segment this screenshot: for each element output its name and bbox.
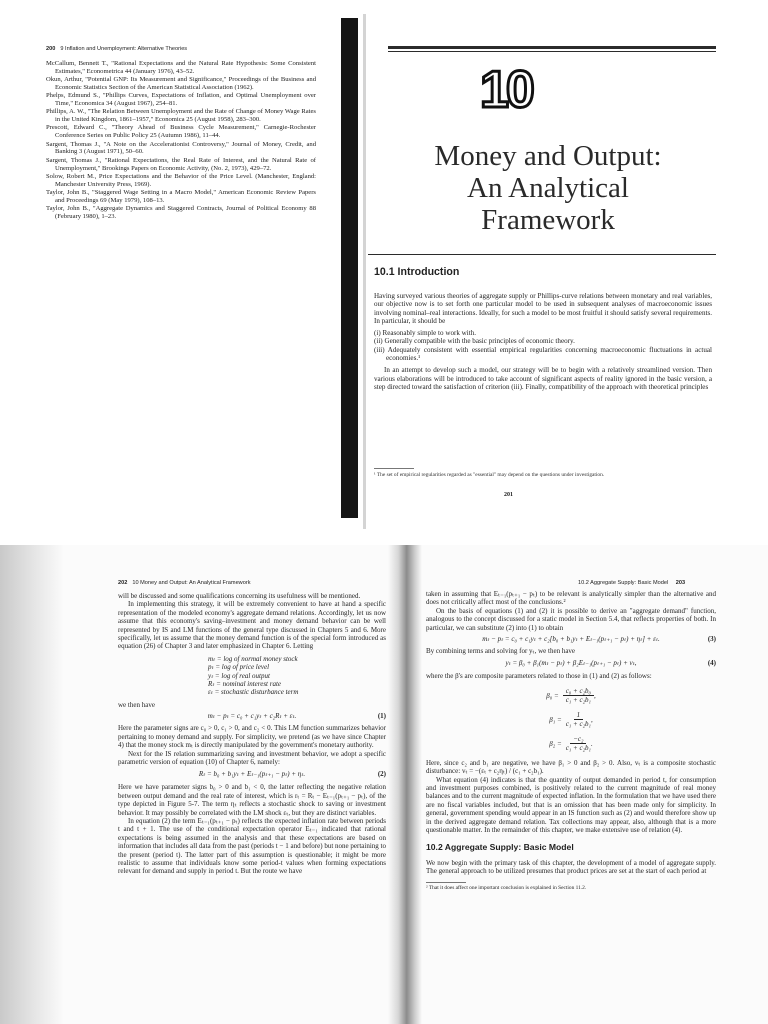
fraction	[563, 687, 594, 705]
equation-1	[118, 712, 386, 721]
paragraph: In equation (2) the term Eₜ₋₁(pₜ₊₁ − pₜ) reflects the expected inflation rate between periods t and t + 1. The use of the conditional expectation operator Eₜ₋₁ indicated that rational expectations is being assumed in the analysis and that these expectations are based on information that includes all data from the past (periods t − 1 and before) but none pertaining to the present (period t). The latter part of this assumption is questionable; it might be more realistic to assume that individuals know some period-t values when forming expectations relevant for demand and supply in period t. But the route we have	[118, 816, 386, 876]
paragraph: By combining terms and solving for yₜ, we then have	[426, 647, 576, 656]
beta-definition	[426, 732, 716, 756]
intro-body	[374, 292, 712, 391]
page-edge-shadow	[0, 545, 64, 1024]
paragraph: Next for the IS relation summarizing saving and investment behavior, we adopt a specific parametric version of equation (10) of Chapter 6, namely:	[118, 749, 386, 766]
gutter-shadow	[363, 14, 366, 529]
running-head-title: 10 Money and Output: An Analytical Framework	[132, 580, 251, 586]
definition-item: εₜ = stochastic disturbance term	[208, 688, 299, 697]
footnote-rule	[374, 468, 414, 469]
page-number: 202	[118, 580, 128, 586]
beta-lhs: β₀ =	[546, 691, 559, 700]
definition-item: Rₜ = nominal interest rate	[208, 680, 282, 689]
strategy-paragraph: In an attempt to develop such a model, our strategy will be to begin with a relatively streamlined version. Then various elaborations will be introduced to take account of significant aspects of reality ignored in the basic version, a step directed toward the satisfaction of criterion (iii). Finally, compatibility of the approach with theoretical principles	[374, 366, 712, 391]
paragraph: Here we have parameter signs b₀ > 0 and b₁ < 0, the latter reflecting the negative relation between output demand and the real rate of interest, which is rₜ = Rₜ − Eₜ₋₁(pₜ₊₁ − pₜ), of the type depicted in Figure 5-7. The term ηₜ reflects a stochastic shock to saving or investment behavior. It may possibly be correlated with the LM shock εₜ, but they are distinct variables.	[118, 783, 386, 817]
running-head-title: 10.2 Aggregate Supply: Basic Model	[578, 580, 669, 586]
running-head-title: 9 Inflation and Unemployment: Alternative Theories	[60, 46, 188, 52]
beta-tail: .	[590, 739, 593, 748]
running-head	[46, 46, 187, 52]
running-head	[118, 580, 251, 586]
equation-number: (1)	[377, 712, 386, 721]
denominator: c₁ + c₂b₁	[565, 696, 591, 705]
equation-text: mₜ − pₜ = c₀ + c₁yₜ + c₂Rₜ + εₜ.	[207, 712, 297, 721]
equation-number: (3)	[707, 635, 716, 644]
binding-fold	[388, 545, 422, 1024]
section-rule	[368, 254, 716, 255]
beta-lhs: β₂ =	[549, 739, 562, 748]
paragraph: What equation (4) indicates is that the quantity of output demanded in period t, for consumption and investment purposes combined, is positively related to the current magnitude of real money balances and to the current magnitude of expected inflation. In the formulation that we have used there are no fiscal variables included, but that is an omission that has been made only for simplicity. In general, government spending would appear in an IS function such as (2) and would therefore show up in the derived aggregate demand relation. Tax collections may appear, also, although that is a more questionable matter. In the remainder of this chapter, we make extensive use of relation (4).	[426, 775, 716, 835]
beta-lhs: β₁ =	[549, 715, 562, 724]
reference-item: Solow, Robert M., Price Expectations and the Behavior of the Price Level. (Manchester, England: Manchester University Press, 1969).	[46, 172, 316, 188]
definition-item: pₜ = log of price level	[208, 663, 270, 672]
footnote-rule	[426, 882, 466, 883]
numerator: c₀ + c₂b₀	[563, 687, 594, 696]
bottom-spread	[0, 545, 768, 1024]
page-202-body	[118, 592, 386, 876]
equation-text: Rₜ = b₀ + b₁yₜ + Eₜ₋₁(pₜ₊₁ − pₜ) + ηₜ.	[198, 770, 306, 779]
chapter-title-line: An Analytical	[467, 172, 629, 204]
intro-paragraph: Having surveyed various theories of aggregate supply or Phillips-curve relations between monetary and real variables, our objective now is to set forth one particular model to be used in subsequent analyses of macroeconomic issues involving nominal–real interactions. Ideally, for such a model to be most fruitful it should satisfy several requirements. In particular, it should be	[374, 292, 712, 325]
denominator: c₁ + c₂b₁	[565, 720, 591, 729]
requirement-item: (ii) Generally compatible with the basic principles of economic theory.	[374, 337, 575, 346]
paragraph: taken in assuming that Eₜ₋₁(pₜ₊₁ − pₜ) to be relevant is analytically simpler than the alternative and does not critically affect most of the conclusions.²	[426, 590, 716, 607]
equation-2	[118, 770, 386, 779]
beta-tail: ,	[590, 715, 593, 724]
page-number: 200	[46, 46, 56, 52]
footnote: ² That it does affect one important conclusion is explained in Section 11.2.	[426, 884, 587, 891]
requirement-item: (iii) Adequately consistent with essential empirical regularities concerning macroeconomic fluctuations in actual economies.¹	[374, 345, 712, 363]
composite-parameters	[426, 684, 716, 756]
page-number: 201	[504, 492, 513, 498]
variable-definitions	[208, 655, 386, 697]
top-rule	[388, 46, 716, 49]
fraction	[566, 711, 591, 729]
page-203-body	[426, 590, 716, 891]
equation-number: (2)	[377, 770, 386, 779]
requirements-list	[374, 329, 712, 362]
reference-item: Taylor, John B., "Aggregate Dynamics and Staggered Contracts, Journal of Political Economy 88 (February 1980), 1–23.	[46, 204, 316, 220]
equation-number: (4)	[707, 659, 716, 668]
definition-item: mₜ = log of normal money stock	[208, 654, 298, 663]
definition-item: yₜ = log of real output	[208, 671, 270, 680]
reference-item: Sargent, Thomas J., "A Note on the Accelerationist Controversy," Journal of Money, Credit, and Banking 3 (August 1971), 50–60.	[46, 140, 316, 156]
equation-text: mₜ − pₜ = c₀ + c₁yₜ + c₂[b₀ + b₁yₜ + Eₜ₋₁(pₜ₊₁ − pₜ) + ηₜ] + εₜ.	[482, 635, 660, 644]
footnote: ¹ The set of empirical regularities regarded as "essential" may depend on the questions under investigation.	[374, 472, 605, 478]
section-heading: 10.2 Aggregate Supply: Basic Model	[426, 841, 574, 852]
equation-3	[426, 635, 716, 644]
reference-item: McCallum, Bennett T., "Rational Expectations and the Natural Rate Hypothesis: Some Consistent Estimates," Econometrica 44 (January 1976), 43–52.	[46, 60, 316, 75]
beta-definition	[426, 708, 716, 732]
chapter-number: 10	[480, 61, 532, 119]
paragraph: we then have	[118, 700, 155, 709]
page-201	[368, 0, 768, 540]
reference-item: Phelps, Edmund S., "Phillips Curves, Expectations of Inflation, and Optimal Unemployment over Time," Economica 34 (August 1967), 254–81.	[46, 92, 316, 108]
page-200	[0, 0, 340, 540]
reference-item: Okun, Arthur, "Potential GNP: Its Measurement and Significance," Proceedings of the Business and Economic Statistics Section of the American Statistical Association (1962).	[46, 76, 316, 92]
beta-tail: ,	[593, 691, 596, 700]
numerator: 1	[574, 711, 584, 720]
denominator: c₁ + c₂b₁	[565, 744, 591, 753]
section-heading: 10.1 Introduction	[374, 266, 460, 278]
reference-item: Sargent, Thomas J., "Rational Expectations, the Real Rate of Interest, and the Natural Rate of Unemployment," Brookings Papers on Economic Activity, (No. 2, 1973), 429–72.	[46, 156, 316, 172]
equation-4	[426, 659, 716, 668]
paragraph: We now begin with the primary task of this chapter, the development of a model of aggregate supply. The general approach to be utilized presumes that product prices are set at the start of each period at	[426, 858, 716, 876]
running-head	[578, 580, 685, 586]
paragraph: In implementing this strategy, it will be extremely convenient to have at hand a specific representation of the modeled economy's aggregate demand relations. Accordingly, let us now assume that this economy's saving–investment and money demand behavior can be well represented by IS and LM functions of the general type discussed in Chapters 5 and 6. More specifically, let us assume that the money demand function is of the special form introduced as equation (26) of Chapter 3 and later emphasized in Chapter 6. Letting	[118, 600, 386, 651]
chapter-title-line: Framework	[481, 204, 615, 236]
binding-gutter	[341, 18, 358, 518]
chapter-title	[368, 140, 728, 236]
reference-item: Prescott, Edward C., "Theory Ahead of Business Cycle Measurement," Carnegie-Rochester Conference Series on Public Policy 25 (Autumn 1986), 11–44.	[46, 124, 316, 140]
fraction	[566, 735, 591, 753]
page-number: 203	[675, 580, 686, 586]
top-rule-thin	[388, 51, 716, 52]
reference-list	[46, 60, 316, 221]
reference-item: Phillips, A. W., "The Relation Between Unemployment and the Rate of Change of Money Wage Rates in the United Kingdom, 1861–1957," Economica 25 (August 1958), 283–300.	[46, 108, 316, 124]
paragraph: where the β's are composite parameters related to those in (1) and (2) as follows:	[426, 672, 652, 681]
chapter-title-line: Money and Output:	[434, 140, 662, 172]
numerator: −c₂	[570, 735, 586, 744]
paragraph: Here the parameter signs are c₀ > 0, c₁ > 0, and c₂ < 0. This LM function summarizes behavior pertaining to money demand and supply. For simplicity, we pretend (as we have since Chapter 4) that the money stock mₜ is directly manipulated by the government's monetary authority.	[118, 724, 386, 750]
equation-text: yₜ = β₀ + β₁(mₜ − pₜ) + β₂Eₜ₋₁(pₜ₊₁ − pₜ) + vₜ,	[505, 659, 637, 668]
requirement-item: (i) Reasonably simple to work with.	[374, 329, 477, 338]
reference-item: Taylor, John B., "Staggered Wage Setting in a Macro Model," American Economic Review Papers and Proceedings 69 (May 1979), 108–13.	[46, 188, 316, 204]
paragraph: Here, since c₂ and b₁ are negative, we have β₁ > 0 and β₂ > 0. Also, vₜ is a composite stochastic disturbance: vₜ = −(εₜ + c₂ηₜ) / (c₁ + c₂b₁).	[426, 758, 716, 776]
beta-definition	[426, 684, 716, 708]
paragraph: will be discussed and some qualifications concerning its usefulness will be mentioned.	[118, 592, 361, 600]
paragraph: On the basis of equations (1) and (2) it is possible to derive an "aggregate demand" function, analogous to the concept discussed for a static model in Section 5.4, that reflects properties of both. In particular, we can substitute (2) into (1) to obtain	[426, 606, 716, 632]
